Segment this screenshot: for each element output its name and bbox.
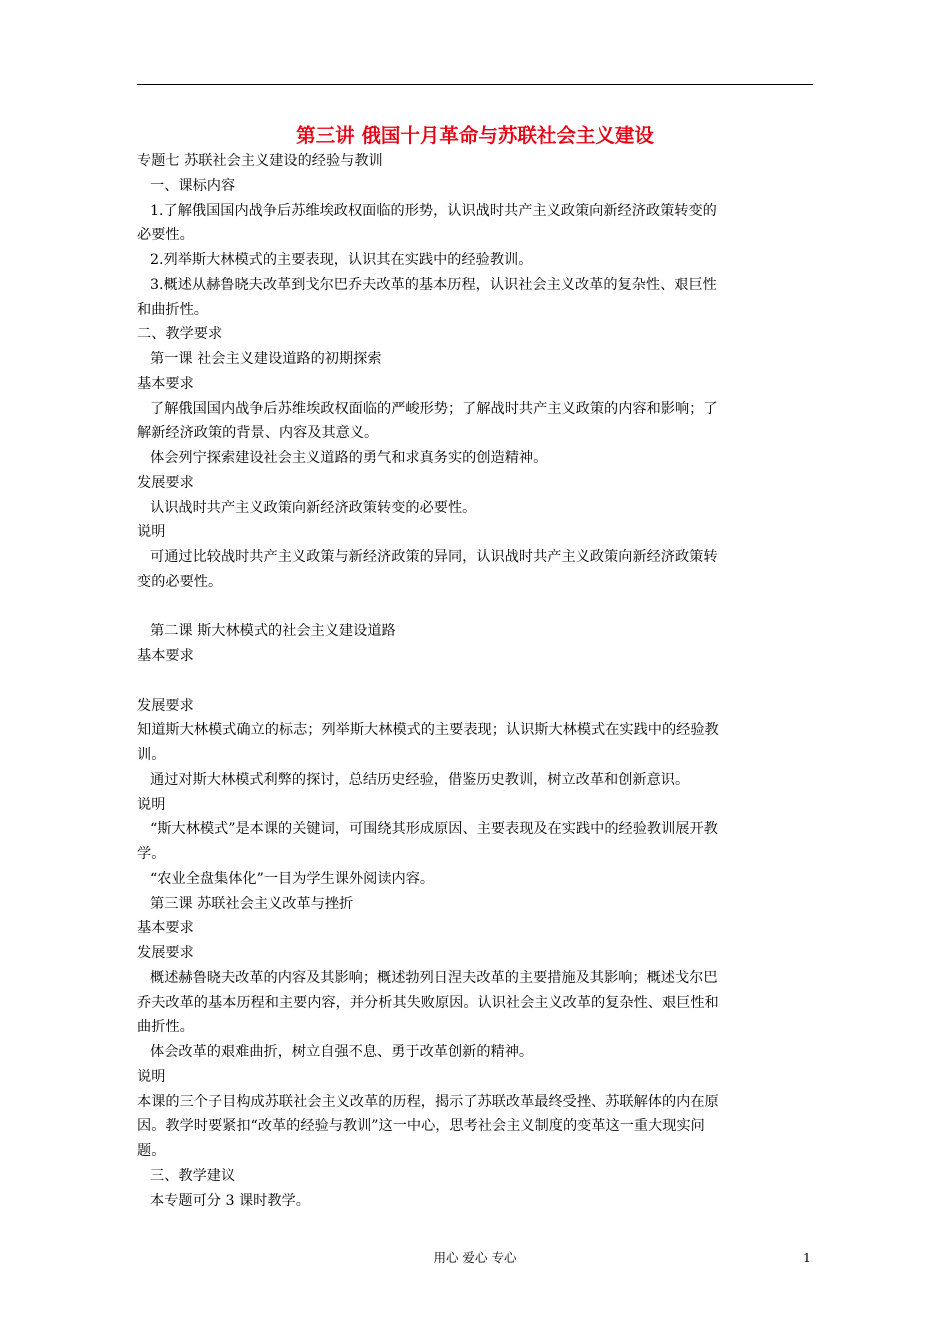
text-line: 说明: [137, 796, 166, 813]
text-line: 知道斯大林模式确立的标志；列举斯大林模式的主要表现；认识斯大林模式在实践中的经验教: [137, 722, 719, 739]
text-line: 学。: [137, 846, 166, 862]
document-body: [137, 149, 813, 1213]
text-line: 曲折性。: [137, 1019, 194, 1036]
document-title: 第三讲 俄国十月革命与苏联社会主义建设: [296, 124, 654, 147]
page-footer: 用心 爱心 专心: [433, 1250, 517, 1265]
page-number: 1: [803, 1250, 811, 1265]
text-line: 了解俄国国内战争后苏维埃政权面临的严峻形势；了解战时共产主义政策的内容和影响；了: [150, 400, 718, 417]
text-line: 发展要求: [137, 474, 194, 491]
text-line: 解新经济政策的背景、内容及其意义。: [137, 425, 379, 442]
text-line: 因。教学时要紧扣“改革的经验与教训”这一中心，思考社会主义制度的变革这一重大现实问: [137, 1118, 705, 1135]
text-line: 训。: [137, 747, 166, 763]
text-line: 三、教学建议: [150, 1167, 236, 1184]
text-line: 第二课 斯大林模式的社会主义建设道路: [150, 623, 396, 640]
text-line: 体会改革的艰难曲折，树立自强不息、勇于改革创新的精神。: [150, 1044, 534, 1060]
text-line: 可通过比较战时共产主义政策与新经济政策的异同，认识战时共产主义政策向新经济政策转: [150, 549, 718, 565]
text-line: 必要性。: [137, 227, 194, 244]
text-line: 通过对斯大林模式利弊的探讨，总结历史经验，借鉴历史教训，树立改革和创新意识。: [150, 771, 690, 788]
text-line: 二、教学要求: [137, 326, 223, 343]
text-line: 认识战时共产主义政策向新经济政策转变的必要性。: [150, 499, 477, 516]
text-line: 变的必要性。: [137, 573, 223, 590]
text-line: 基本要求: [137, 920, 194, 937]
text-line: 说明: [137, 524, 166, 541]
text-line: “斯大林模式”是本课的关键词，可围绕其形成原因、主要表现及在实践中的经验教训展开教: [150, 821, 718, 838]
text-line: 2.列举斯大林模式的主要表现，认识其在实践中的经验教训。: [150, 252, 533, 268]
text-line: 发展要求: [137, 945, 194, 961]
blank-line: [137, 595, 813, 620]
text-line: 1.了解俄国国内战争后苏维埃政权面临的形势，认识战时共产主义政策向新经济政策转变的: [150, 202, 717, 219]
text-line: 乔夫改革的基本历程和主要内容，并分析其失败原因。认识社会主义改革的复杂性、艰巨性和: [137, 994, 719, 1011]
text-line: 第一课 社会主义建设道路的初期探索: [150, 351, 382, 367]
text-line: 基本要求: [137, 375, 194, 392]
header-rule: [137, 84, 813, 85]
text-line: 一、课标内容: [150, 177, 236, 194]
text-line: 说明: [137, 1068, 166, 1085]
text-line: 专题七 苏联社会主义建设的经验与教训: [137, 153, 383, 169]
text-line: “农业全盘集体化”一目为学生课外阅读内容。: [150, 870, 435, 887]
text-line: 发展要求: [137, 697, 194, 714]
text-line: 3.概述从赫鲁晓夫改革到戈尔巴乔夫改革的基本历程，认识社会主义改革的复杂性、艰巨性: [150, 276, 717, 293]
text-line: 第三课 苏联社会主义改革与挫折: [150, 895, 354, 912]
text-line: 和曲折性。: [137, 301, 208, 318]
text-line: 本课的三个子目构成苏联社会主义改革的历程，揭示了苏联改革最终受挫、苏联解体的内在原: [137, 1093, 719, 1110]
text-line: 题。: [137, 1143, 166, 1159]
text-line: 概述赫鲁晓夫改革的内容及其影响；概述勃列日涅夫改革的主要措施及其影响；概述戈尔巴: [150, 969, 718, 986]
text-line: 基本要求: [137, 648, 194, 664]
text-line: 体会列宁探索建设社会主义道路的勇气和求真务实的创造精神。: [150, 450, 548, 466]
blank-line: [137, 669, 813, 694]
text-line: 本专题可分 3 课时教学。: [150, 1192, 310, 1209]
